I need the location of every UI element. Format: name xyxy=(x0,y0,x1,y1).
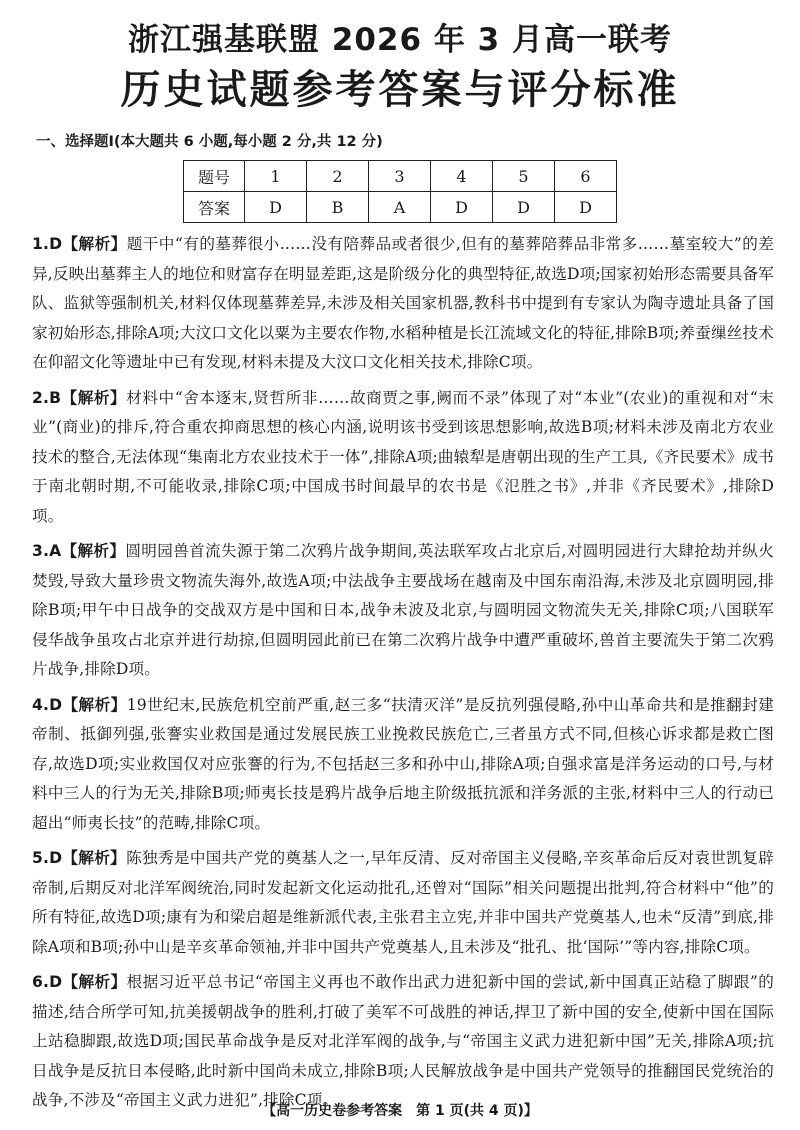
exam-title: 浙江强基联盟 2026 年 3 月高一联考 xyxy=(127,22,673,58)
question-number: 2 xyxy=(307,161,369,192)
answer-table-answer-row xyxy=(184,192,617,223)
item-lead: 6.D【解析】 xyxy=(32,973,127,991)
question-number: 3 xyxy=(369,161,431,192)
question-number: 1 xyxy=(245,161,307,192)
explanation-list xyxy=(32,230,774,1122)
answer-cell: D xyxy=(493,192,555,223)
row-label-answer: 答案 xyxy=(184,192,245,223)
answer-cell: D xyxy=(555,192,617,223)
item-lead: 3.A【解析】 xyxy=(32,542,126,560)
answer-cell: D xyxy=(431,192,493,223)
item-text: 圆明园兽首流失源于第二次鸦片战争期间,英法联军攻占北京后,对圆明园进行大肆抢劫并纵火焚毁,导致大量珍贵文物流失海外,故选A项;中法战争主要战场在越南及中国东南沿海,未涉及北京圆明园,排除B项;甲午中日战争的交战双方是中国和日本,战争未波及北京,与圆明园文物流失无关,排除C项;八国联军侵华战争虽攻占北京并进行劫掠,但圆明园此前已在第二次鸦片战争中遭严重破坏,兽首主要流失于第二次鸦片战争,排除D项。 xyxy=(32,542,774,678)
question-number: 4 xyxy=(431,161,493,192)
explanation-item xyxy=(32,384,774,532)
question-number: 6 xyxy=(555,161,617,192)
section-heading: 一、选择题Ⅰ(本大题共 6 小题,每小题 2 分,共 12 分) xyxy=(36,134,383,150)
answer-cell: D xyxy=(245,192,307,223)
page-footer: 【高一历史卷参考答案 第 1 页(共 4 页)】 xyxy=(262,1103,538,1119)
question-number: 5 xyxy=(493,161,555,192)
item-lead: 1.D【解析】 xyxy=(32,235,127,253)
document-title: 历史试题参考答案与评分标准 xyxy=(120,67,680,113)
answer-table-number-row xyxy=(184,161,617,192)
item-text: 题干中“有的墓葬很小……没有陪葬品或者很少,但有的墓葬陪葬品非常多……墓室较大”的差异,反映出墓葬主人的地位和财富存在明显差距,这是阶级分化的典型特征,故选D项;国家初始形态需要具备军队、监狱等强制机关,材料仅体现墓葬差异,未涉及相关国家机器,教科书中提到有专家认为陶寺遗址具备了国家初始形态,排除A项;大汶口文化以粟为主要农作物,水稻种植是长江流域文化的特征,排除B项;养蚕缫丝技术在仰韶文化等遗址中已有发现,材料未提及大汶口文化相关技术,排除C项。 xyxy=(32,235,774,371)
explanation-item xyxy=(32,844,774,962)
explanation-item xyxy=(32,968,774,1116)
item-lead: 2.B【解析】 xyxy=(32,388,127,407)
item-text: 材料中“舍本逐末,贤哲所非……故商贾之事,阙而不录”体现了对“本业”(农业)的重视和对“末业”(商业)的排斥,符合重农抑商思想的核心内涵,说明该书受到该思想影响,故选B项;材料未涉及南北方农业技术的整合,无法体现“集南北方农业技术于一体”,排除A项;曲辕犁是唐朝出现的生产工具,《齐民要术》成书于南北朝时期,不可能收录,排除C项;中国成书时间最早的农书是《氾胜之书》,并非《齐民要术》,排除D项。 xyxy=(32,388,774,525)
item-text: 陈独秀是中国共产党的奠基人之一,早年反清、反对帝国主义侵略,辛亥革命后反对袁世凯复辟帝制,后期反对北洋军阀统治,同时发起新文化运动批孔,还曾对“国际”相关问题提出批判,符合材料中“他”的所有特征,故选D项;康有为和梁启超是维新派代表,主张君主立宪,并非中国共产党奠基人,也未“反清”到底,排除A项和B项;孙中山是辛亥革命领袖,并非中国共产党奠基人,且未涉及“批孔、批‘国际’”等内容,排除C项。 xyxy=(32,849,774,956)
explanation-item xyxy=(32,537,774,685)
item-text: 根据习近平总书记“帝国主义再也不敢作出武力进犯新中国的尝试,新中国真正站稳了脚跟”的描述,结合所学可知,抗美援朝战争的胜利,打破了美军不可战胜的神话,捍卫了新中国的安全,使新中国在国际上站稳脚跟,故选D项;国民革命战争是反对北洋军阀的战争,与“帝国主义武力进犯新中国”无关,排除A项;抗日战争是反抗日本侵略,此时新中国尚未成立,排除B项;人民解放战争是中国共产党领导的推翻国民党统治的战争,不涉及“帝国主义武力进犯”,排除C项。 xyxy=(32,973,774,1109)
answer-table xyxy=(183,160,617,223)
item-lead: 4.D【解析】 xyxy=(32,695,127,714)
answer-cell: B xyxy=(307,192,369,223)
item-text: 19世纪末,民族危机空前严重,赵三多“扶清灭洋”是反抗列强侵略,孙中山革命共和是推翻封建帝制、抵御列强,张謇实业救国是通过发展民族工业挽救民族危亡,三者虽方式不同,但核心诉求都是救亡图存,故选D项;实业救国仅对应张謇的行为,不包括赵三多和孙中山,排除A项;自强求富是洋务运动的口号,与材料中三人的行为无关,排除B项;师夷长技是鸦片战争后地主阶级抵抗派和洋务派的主张,材料中三人的行动已超出“师夷长技”的范畴,排除C项。 xyxy=(32,695,774,832)
explanation-item xyxy=(32,691,774,839)
answer-cell: A xyxy=(369,192,431,223)
row-label-number: 题号 xyxy=(184,161,245,192)
item-lead: 5.D【解析】 xyxy=(32,849,127,867)
explanation-item xyxy=(32,230,774,378)
